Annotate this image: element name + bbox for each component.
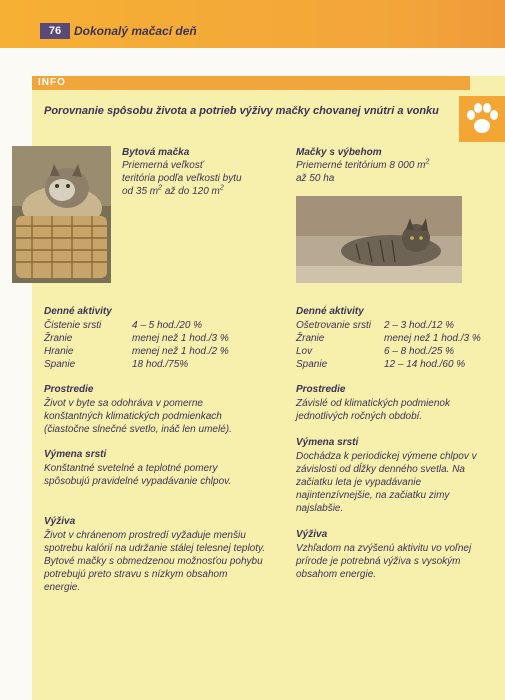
outdoor-activity-row: Spanie 12 – 14 hod./60 % bbox=[296, 359, 466, 370]
outdoor-title: Mačky s výbehom bbox=[296, 147, 382, 158]
outdoor-territory-line1: Priemerné teritórium 8 000 $m^2$ bbox=[296, 158, 430, 171]
indoor-environment-title: Prostredie bbox=[44, 384, 94, 395]
outdoor-activities-title: Denné aktivity bbox=[296, 306, 364, 317]
outdoor-intro bbox=[296, 146, 486, 185]
outdoor-coat-title: Výmena srsti bbox=[296, 437, 359, 448]
outdoor-environment-text: Závislé od klimatických podmienok jednotlivých ročných období. bbox=[296, 398, 450, 422]
outdoor-nutrition-title: Výživa bbox=[296, 529, 328, 540]
outdoor-nutrition-text: Vzhľadom na zvýšenú aktivitu vo voľnej prírode je potrebná výživa s vysokým obsahom energie. bbox=[296, 543, 472, 580]
indoor-nutrition-text: Život v chránenom prostredí vyžaduje menšiu spotrebu kalórií na udržanie stálej telesnej teploty. Bytové mačky s obmedzenou možnosťou pohybu potrebujú preto stravu s nízkym obsahom energie. bbox=[44, 530, 266, 593]
indoor-title: Bytová mačka bbox=[122, 147, 190, 158]
chapter-title: Dokonalý mačací deň bbox=[74, 24, 197, 38]
page-number: 76 bbox=[40, 23, 70, 39]
indoor-nutrition-title: Výživa bbox=[44, 516, 76, 527]
outdoor-territory-line2: až 50 ha bbox=[296, 173, 335, 184]
indoor-territory-line1: Priemerná veľkosť bbox=[122, 160, 204, 171]
paw-icon bbox=[459, 96, 505, 142]
indoor-activity-row: Spanie 18 hod./75% bbox=[44, 359, 189, 370]
outdoor-cat-photo bbox=[296, 196, 462, 283]
indoor-cat-photo bbox=[12, 146, 111, 283]
indoor-environment-text: Život v byte sa odohráva v pomerne konštantných klimatických podmienkach (čiastočne slnečné svetlo, ináč len umelé). bbox=[44, 398, 232, 435]
outdoor-activity-row: Ošetrovanie srsti 2 – 3 hod./12 % bbox=[296, 320, 455, 331]
indoor-activities-title: Denné aktivity bbox=[44, 306, 112, 317]
indoor-territory-value: od 35 $m^2$ až do 120 $m^2$ bbox=[122, 184, 224, 197]
outdoor-activity-row: Žranie menej než 1 hod./3 % bbox=[296, 333, 481, 344]
info-label: INFO bbox=[38, 77, 66, 88]
outdoor-activity-row: Lov 6 – 8 hod./25 % bbox=[296, 346, 455, 357]
outdoor-activities-table bbox=[296, 319, 496, 371]
info-tag bbox=[32, 76, 470, 90]
indoor-territory-line2: teritória podľa veľkosti bytu bbox=[122, 173, 242, 184]
outdoor-coat-text: Dochádza k periodickej výmene chlpov v závislosti od dĺžky denného svetla. Na začiatku leta je vypadávanie najintenzívnejšie, na začiatku zimy najslabšie. bbox=[296, 451, 477, 514]
indoor-activity-row: Hranie menej než 1 hod./2 % bbox=[44, 346, 229, 357]
intro-text: Porovnanie spôsobu života a potrieb výživy mačky chovanej vnútri a vonku bbox=[44, 105, 439, 117]
outdoor-environment-title: Prostredie bbox=[296, 384, 346, 395]
paw-badge bbox=[459, 96, 505, 142]
indoor-activity-row: Žranie menej než 1 hod./3 % bbox=[44, 333, 229, 344]
indoor-activities-table bbox=[44, 319, 274, 371]
indoor-intro bbox=[122, 146, 292, 198]
indoor-activity-row: Čistenie srsti 4 – 5 hod./20 % bbox=[44, 320, 203, 331]
indoor-coat-title: Výmena srsti bbox=[44, 449, 107, 460]
indoor-coat-text: Konštantné svetelné a teplotné pomery spôsobujú pravidelné vypadávanie chlpov. bbox=[44, 463, 232, 487]
